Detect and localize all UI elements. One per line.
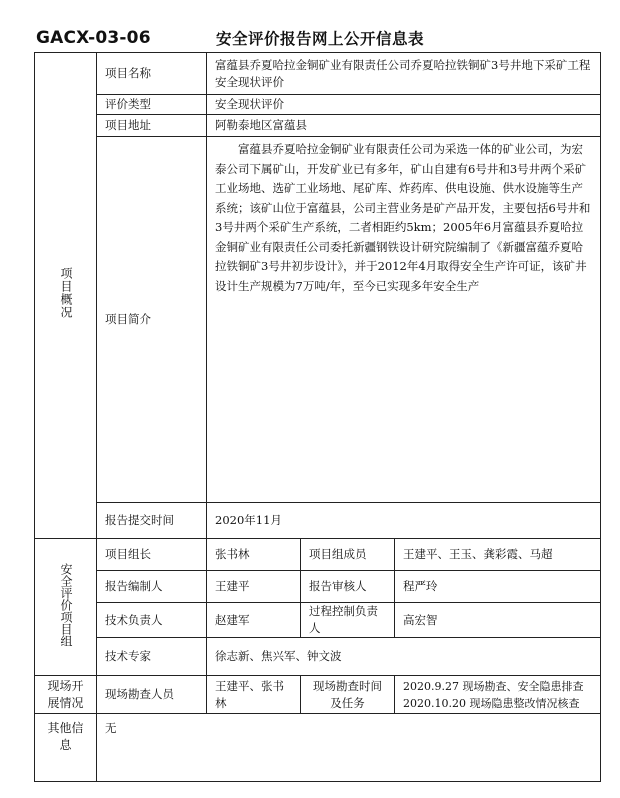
row-other-info bbox=[35, 714, 601, 782]
label-survey-time-task bbox=[301, 676, 395, 714]
row-site-survey bbox=[35, 676, 601, 714]
label-team-leader: 项目组长 bbox=[97, 539, 207, 571]
value-survey-time-task bbox=[395, 676, 601, 714]
section-label-line2: 息 bbox=[59, 738, 72, 752]
value-project-address: 阿勒泰地区富蕴县 bbox=[207, 115, 601, 137]
value-eval-type: 安全现状评价 bbox=[207, 95, 601, 115]
row-project-intro bbox=[35, 137, 601, 503]
section-label-line1: 其他信 bbox=[47, 721, 84, 735]
label-project-name: 项目名称 bbox=[97, 53, 207, 95]
section-site-survey bbox=[35, 676, 97, 714]
survey-task-2: 2020.10.20 现场隐患整改情况核查 bbox=[403, 696, 580, 710]
row-tech-lead bbox=[35, 603, 601, 638]
label-submit-time: 报告提交时间 bbox=[97, 503, 207, 539]
value-team-leader: 张书林 bbox=[207, 539, 301, 571]
row-project-address bbox=[35, 115, 601, 137]
row-project-name bbox=[35, 53, 601, 95]
info-table bbox=[34, 52, 601, 782]
section-project-overview bbox=[35, 53, 97, 539]
row-submit-time bbox=[35, 503, 601, 539]
intro-text: 富蕴县乔夏哈拉金铜矿业有限责任公司为采选一体的矿业公司，为宏泰公司下属矿山，开发矿业已有多年，矿山自建有6号井和3号井两个采矿工业场地、选矿工业场地、尾矿库、炸药库、供电设施、供水设施等生产系统；该矿山位于富蕴县，公司主营业务是矿产品开发，主要包括6号井和3号井两个采矿生产系统，二者相距约5km；2005年6月富蕴县乔夏哈拉金铜矿业有限责任公司委托新疆钢铁设计研究院编制了《新疆富蕴乔夏哈拉铁铜矿3号井初步设计》，并于2012年4月取得安全生产许可证，该矿井设计生产规模为7万吨/年，至今已实现多年安全生产 bbox=[215, 142, 591, 293]
row-team-leader bbox=[35, 539, 601, 571]
section-eval-team bbox=[35, 539, 97, 676]
label-project-intro: 项目简介 bbox=[97, 137, 207, 503]
value-project-intro bbox=[207, 137, 601, 503]
label-report-editor: 报告编制人 bbox=[97, 571, 207, 603]
value-submit-time: 2020年11月 bbox=[207, 503, 601, 539]
section-label: 项目概况 bbox=[59, 267, 73, 319]
section-other-info bbox=[35, 714, 97, 782]
section-label-line1: 现场开 bbox=[47, 678, 84, 693]
label-tech-experts: 技术专家 bbox=[97, 638, 207, 676]
value-survey-personnel: 王建平、张书林 bbox=[207, 676, 301, 714]
survey-task-1: 2020.9.27 现场勘查、安全隐患排查 bbox=[403, 679, 584, 693]
value-report-reviewer: 程严玲 bbox=[395, 571, 601, 603]
row-report-editor bbox=[35, 571, 601, 603]
value-tech-lead: 赵建军 bbox=[207, 603, 301, 638]
label-project-address: 项目地址 bbox=[97, 115, 207, 137]
label-report-reviewer: 报告审核人 bbox=[301, 571, 395, 603]
value-team-members: 王建平、王玉、龚彩霞、马超 bbox=[395, 539, 601, 571]
value-tech-experts: 徐志新、焦兴军、钟文波 bbox=[207, 638, 601, 676]
value-other-info: 无 bbox=[97, 714, 601, 782]
label-line1: 现场勘查时间 bbox=[313, 678, 382, 693]
section-label-line2: 展情况 bbox=[47, 695, 84, 710]
label-tech-lead: 技术负责人 bbox=[97, 603, 207, 638]
value-process-control: 高宏智 bbox=[395, 603, 601, 638]
document-code: GACX-03-06 bbox=[36, 28, 151, 48]
label-eval-type: 评价类型 bbox=[97, 95, 207, 115]
row-tech-experts bbox=[35, 638, 601, 676]
row-eval-type bbox=[35, 95, 601, 115]
label-survey-personnel: 现场勘查人员 bbox=[97, 676, 207, 714]
value-project-name: 富蕴县乔夏哈拉金铜矿业有限责任公司乔夏哈拉铁铜矿3号井地下采矿工程安全现状评价 bbox=[207, 53, 601, 95]
label-line2: 及任务 bbox=[330, 695, 365, 710]
label-team-members: 项目组成员 bbox=[301, 539, 395, 571]
value-report-editor: 王建平 bbox=[207, 571, 301, 603]
page-title: 安全评价报告网上公开信息表 bbox=[216, 30, 425, 48]
label-process-control: 过程控制负责人 bbox=[301, 603, 395, 638]
section-label: 安全评价项目组 bbox=[59, 562, 73, 647]
